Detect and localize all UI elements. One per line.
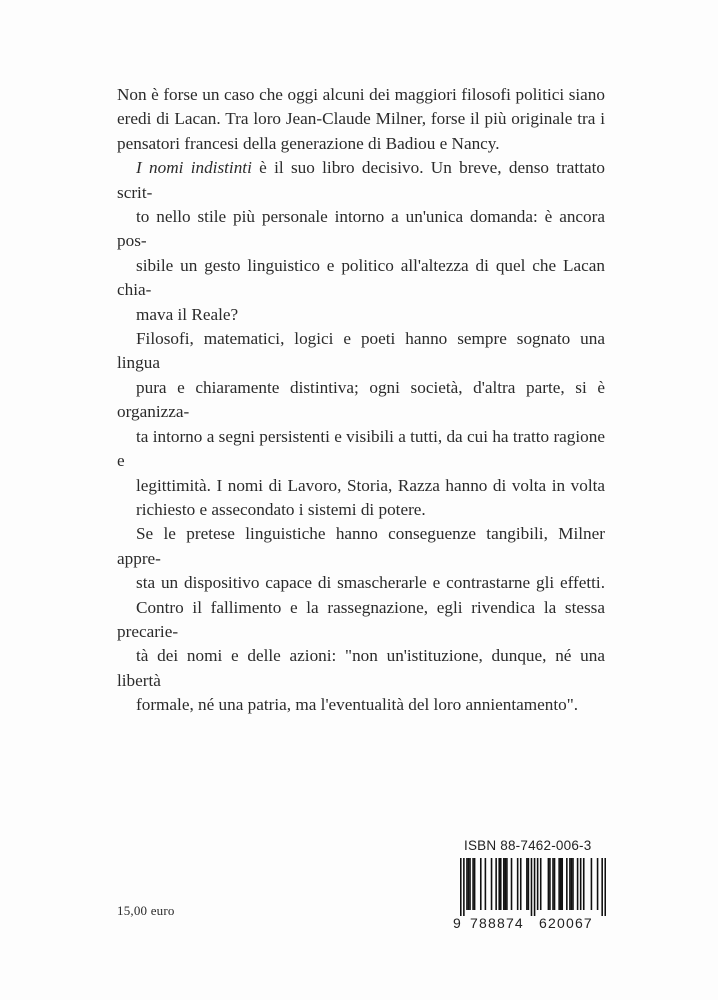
paragraph-1 (117, 83, 605, 156)
barcode-bar (572, 858, 574, 910)
book-title: I nomi indistinti (136, 158, 252, 178)
text-line: richiesto e assecondato i sistemi di potere. (136, 499, 426, 519)
barcode-bar (540, 858, 542, 910)
barcode-bar (569, 858, 571, 910)
text-line: formale, né una patria, ma l'eventualità del loro annientamento". (136, 695, 579, 715)
barcode-bar (548, 858, 550, 910)
barcode-bar (495, 858, 497, 910)
barcode-bar (604, 858, 606, 916)
text-line: pensatori francesi della generazione di Badiou e Nancy. (117, 133, 500, 153)
text-line: Non è forse un caso che oggi alcuni dei maggiori filosofi politici siano (117, 85, 605, 104)
barcode-bar (517, 858, 519, 910)
barcode-bar (472, 858, 474, 910)
barcode-bar (549, 858, 551, 910)
barcode-bar (571, 858, 573, 910)
barcode-bar (469, 858, 471, 910)
barcode-bar (601, 858, 603, 916)
text-line: legittimità. I nomi di Lavoro, Storia, Razza hanno di volta in volta (136, 475, 605, 495)
barcode-bar (577, 858, 579, 910)
barcode-bar (597, 858, 599, 910)
text-line: pura e chiaramente distintiva; ogni società, d'altra parte, si è organizza- (117, 377, 605, 422)
barcode-bar (591, 858, 593, 910)
barcode-bar (511, 858, 513, 910)
price-label: 15,00 euro (117, 903, 175, 918)
barcode-first-digit: 9 (453, 915, 462, 931)
barcode-bar (498, 858, 500, 910)
text-line: eredi di Lacan. Tra loro Jean-Claude Milner, forse il più originale tra i (117, 109, 605, 129)
barcode-bar (506, 858, 508, 910)
barcode-right-group: 620067 (539, 915, 593, 931)
barcode-bar (460, 858, 462, 916)
text-line: tà dei nomi e delle azioni: "non un'istituzione, dunque, né una libertà (117, 646, 605, 690)
barcode-bar (505, 858, 507, 910)
barcode-bar (463, 858, 465, 916)
barcode-bar (560, 858, 562, 910)
text-line-with-title (117, 156, 605, 205)
barcode-bar (474, 858, 476, 910)
text-line: to nello stile più personale intorno a un'unica domanda: è ancora pos- (117, 207, 605, 251)
barcode-bar (558, 858, 560, 910)
back-cover-text (117, 83, 605, 718)
barcode-image (460, 858, 606, 916)
barcode-bar (554, 858, 556, 910)
barcode-left-group: 788874 (470, 915, 524, 931)
barcode-bar (468, 858, 470, 910)
barcode-bar (485, 858, 487, 910)
isbn-label: ISBN 88-7462-006-3 (464, 838, 592, 853)
text-line: Filosofi, matematici, logici e poeti hanno sempre sognato una lingua (117, 329, 605, 373)
barcode-bar (491, 858, 493, 910)
paragraph-2 (117, 156, 605, 327)
barcode-bar (500, 858, 502, 910)
barcode-bar (528, 858, 530, 910)
barcode-bar (534, 858, 536, 916)
barcode-bar (526, 858, 528, 910)
text-line: sibile un gesto linguistico e politico all'altezza di quel che Lacan chia- (117, 255, 605, 300)
barcode-bar (561, 858, 563, 910)
barcode-bar (520, 858, 522, 910)
text-line: sta un dispositivo capace di smascherarle e contrastarne gli effetti. (136, 573, 605, 593)
barcode-bar (583, 858, 585, 910)
barcode-bar (531, 858, 533, 916)
barcode-bar (580, 858, 582, 910)
barcode-bar (466, 858, 468, 910)
text-line: ta intorno a segni persistenti e visibili a tutti, da cui ha tratto ragione e (117, 426, 605, 471)
barcode-bar (566, 858, 568, 910)
text-line: Se le pretese linguistiche hanno conseguenze tangibili, Milner appre- (117, 524, 605, 568)
text-line: Contro il fallimento e la rassegnazione, egli rivendica la stessa precarie- (117, 597, 605, 641)
barcode-bar (480, 858, 482, 910)
text-line-rest: è il suo libro decisivo. Un breve, denso trattato scrit- (117, 158, 605, 202)
barcode-bar (503, 858, 505, 910)
barcode-bar (552, 858, 554, 910)
paragraph-4 (117, 522, 605, 717)
text-line: mava il Reale? (136, 304, 239, 324)
paragraph-3 (117, 327, 605, 522)
barcode-bar (537, 858, 539, 910)
